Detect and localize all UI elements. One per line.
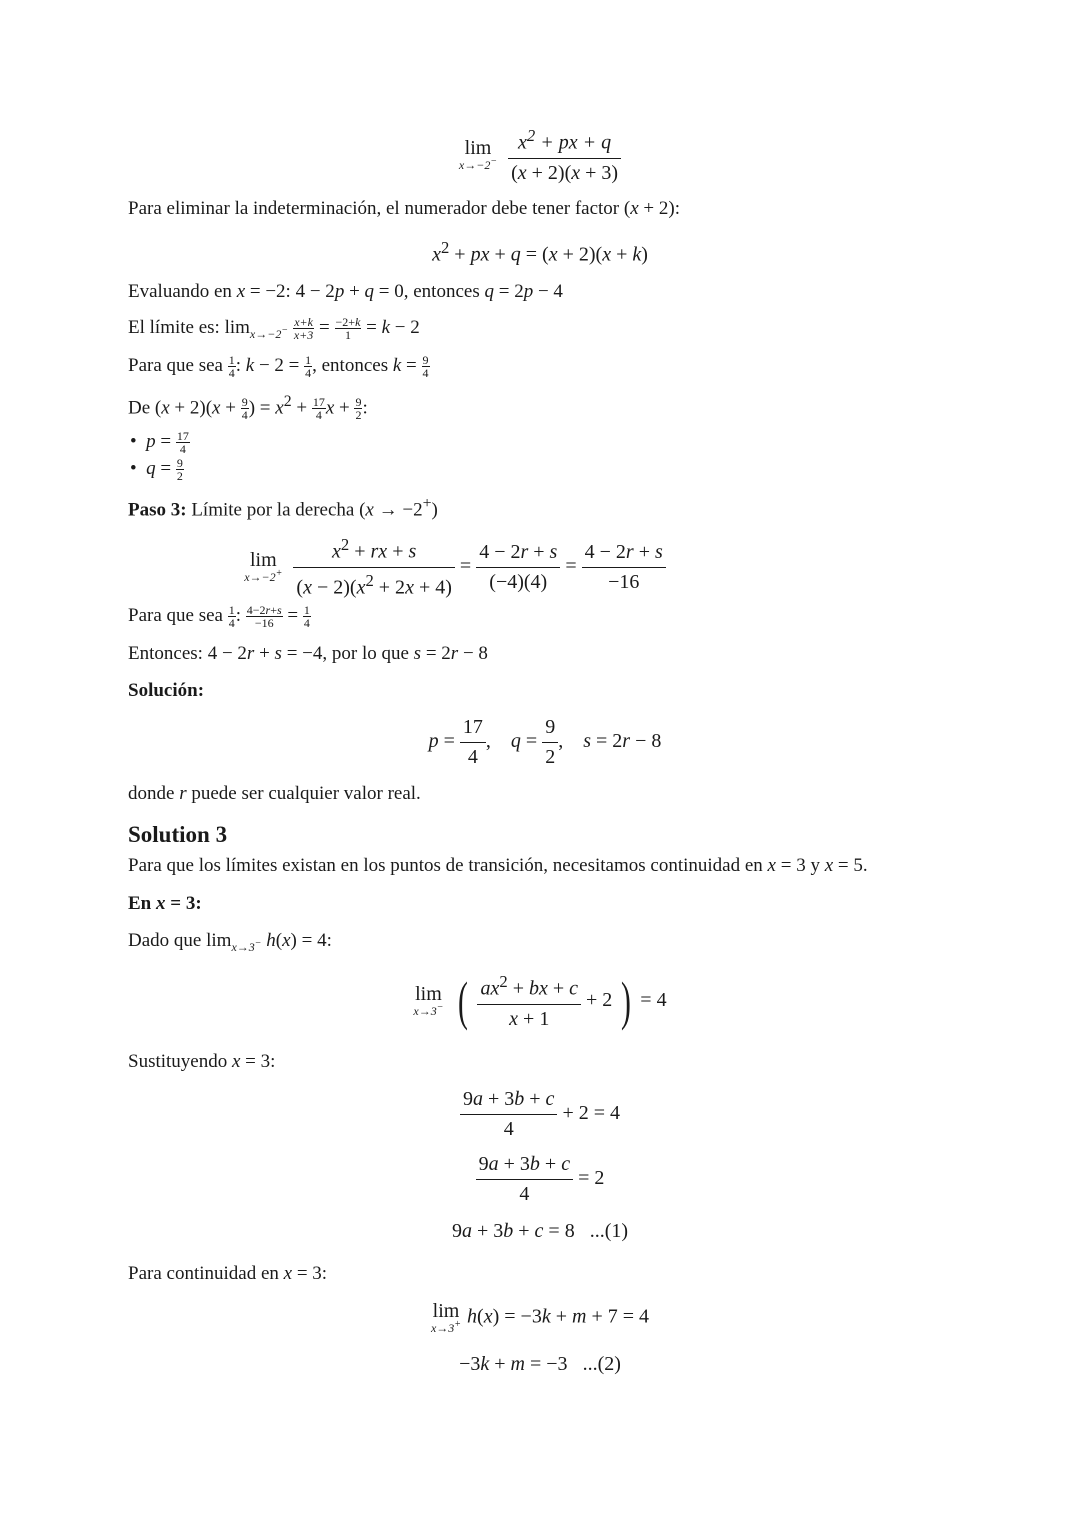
solucion-label: Solución: (128, 680, 205, 701)
s-result-line: Entonces: 4 − 2r + s = −4, por lo que s = 2r − 8 (128, 643, 488, 664)
k-condition-line: Para que sea $\frac{1}{4}$ : k − 2 = $\frac{1}{4}$ , entonces k = $\frac{9}{4}$ (128, 353, 429, 380)
result-p-item: • p = $\frac{17}{4}$ (130, 429, 189, 456)
factor-intro: Para eliminar la indeterminación, el numerador debe tener factor (x + 2): (128, 198, 680, 219)
limit-right-expression: lim x→−2+ $\frac{x^2 + rx + s}{(x - 2)(x^2 + 2x + 4)}$ = $\frac{4 - 2r + s}{(-4)(4)}$ = $\frac{4 - 2r + s}{-16}$ (0, 535, 995, 599)
substituting-line: Sustituyendo x = 3: (128, 1051, 276, 1072)
limit-is-line: El límite es: $\lim_{x\to-2^-}$ $\frac{x+k}{x+3}$ = $\frac{-2+k}{1}$ = k − 2 (128, 315, 420, 342)
equation-2: −3k + m = −3 ...(2) (459, 1353, 621, 1375)
paso3-heading: Paso 3: Límite por la derecha (x → −2+) (128, 495, 438, 521)
simplified-eq: $\frac{9a + 3b + c}{4}$ = 2 (0, 1153, 1080, 1206)
solution3-intro: Para que los límites existan en los puntos de transición, necesitamos continuidad en x = 3 y x = 5. (128, 855, 868, 876)
substituted-eq: $\frac{9a + 3b + c}{4}$ + 2 = 4 (0, 1088, 1080, 1141)
given-limit-line: Dado que $\lim_{x\to 3^-} h(x) = 4$: (128, 930, 332, 954)
right-limit-h: lim x→3+ h(x) = −3k + m + 7 = 4 (430, 1300, 650, 1335)
left-limit-h: lim x→3− ( $\frac{ax^2 + bx + c}{x + 1}$ + 2 ) = 4 (413, 971, 667, 1032)
s-condition-line: Para que sea $\frac{1}{4}$ : $\frac{4-2r+s}{-16}$ = $\frac{1}{4}$ (128, 603, 310, 630)
factor-equation: $x^2$ + px + q = (x + 2)(x + k) (432, 238, 648, 266)
limit-left-expression: lim x→−2− $\frac{x^2 + px + q}{(x + 2)(x + 3)}$ (0, 126, 1080, 185)
r-note: donde r puede ser cualquier valor real. (128, 783, 421, 804)
equation-1: 9a + 3b + c = 8 ...(1) (451, 1220, 629, 1242)
expansion-line: De (x + 2)(x + $\frac{9}{4}$ ) = $x^2$ + $\frac{17}{4}$ x + $\frac{9}{2}$ : (128, 393, 368, 423)
evaluating-line: Evaluando en x = −2: 4 − 2p + q = 0, entonces q = 2p − 4 (128, 281, 563, 302)
result-q-item: • q = $\frac{9}{2}$ (130, 456, 183, 483)
solution-values: p = $\frac{17}{4}$ , q = $\frac{9}{2}$ , s = 2r − 8 (428, 716, 662, 768)
at-x3-heading: En x = 3: (128, 893, 202, 914)
solution3-title: Solution 3 (128, 822, 228, 847)
continuity-line: Para continuidad en x = 3: (128, 1263, 328, 1284)
